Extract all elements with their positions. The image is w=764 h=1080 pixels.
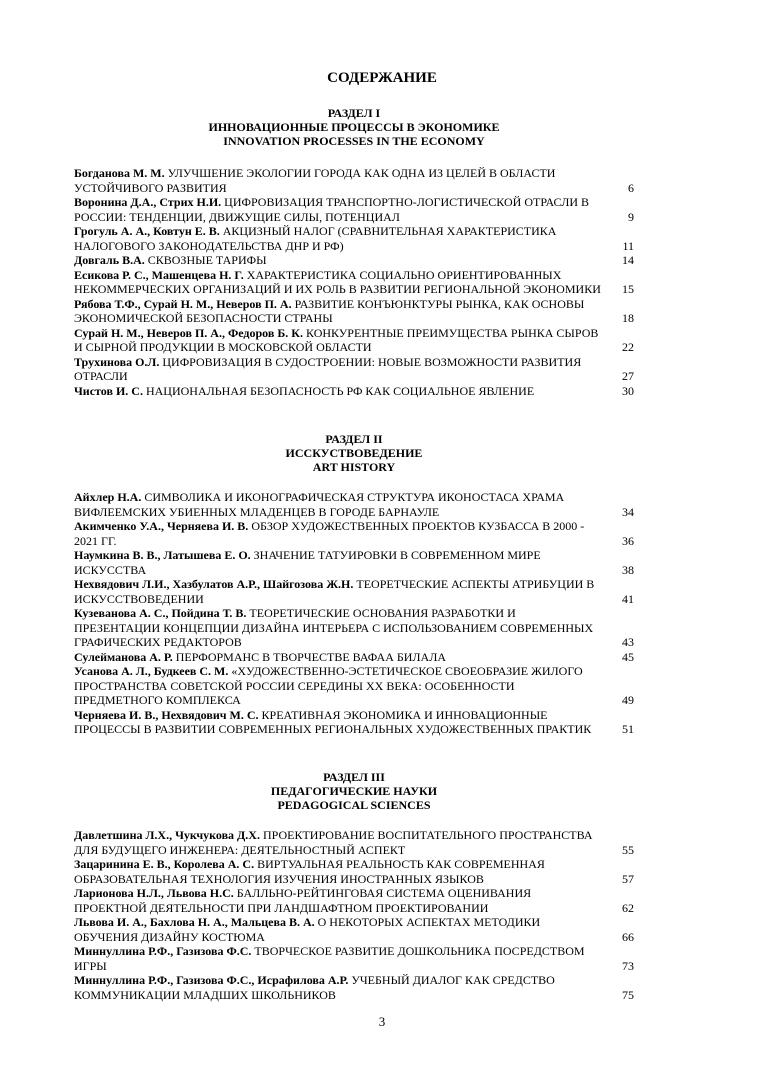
- toc-entry-text: [74, 166, 602, 195]
- section-name-ru: ПЕДАГОГИЧЕСКИЕ НАУКИ: [270, 784, 438, 798]
- toc-entry-authors: Сулейманова А. Р.: [74, 649, 173, 664]
- toc-entry[interactable]: [74, 973, 634, 1002]
- section-name-ru: ИССКУСТВОВЕДЕНИЕ: [285, 446, 423, 460]
- toc-entry-title: ПРОЕКТИРОВАНИЕ ВОСПИТАТЕЛЬНОГО ПРОСТРАНСТВА ДЛЯ БУДУЩЕГО ИНЖЕНЕРА: ДЕЯТЕЛЬНОСТНЫЙ АСПЕКТ: [74, 828, 593, 857]
- toc-entry-text: [74, 828, 602, 857]
- toc-entry-text: [74, 606, 602, 650]
- toc-entry-text: [74, 355, 602, 384]
- section-label: РАЗДЕЛ III: [323, 770, 385, 784]
- toc-entry-title: КОНКУРЕНТНЫЕ ПРЕИМУЩЕСТВА РЫНКА СЫРОВ И СЫРНОЙ ПРОДУКЦИИ В МОСКОВСКОЙ ОБЛАСТИ: [74, 325, 599, 354]
- toc-entry[interactable]: [74, 548, 634, 577]
- toc-entry-authors: Ларионова Н.Л., Львова Н.С.: [74, 886, 234, 900]
- toc-entry-title: ОБЗОР ХУДОЖЕСТВЕННЫХ ПРОЕКТОВ КУЗБАССА В 2000 - 2021 ГГ.: [74, 519, 585, 548]
- toc-entry-text: [74, 519, 602, 548]
- toc-entry-authors: Нехвядович Л.И., Хазбулатов А.Р., Шайгозова Ж.Н.: [74, 577, 354, 591]
- page-number: 3: [378, 1014, 386, 1029]
- toc-entry-authors: Есикова Р. С., Машенцева Н. Г.: [74, 267, 244, 282]
- toc-entry-title: О НЕКОТОРЫХ АСПЕКТАХ МЕТОДИКИ ОБУЧЕНИЯ ДИЗАЙНУ КОСТЮМА: [74, 915, 541, 944]
- toc-entry-authors: Кузеванова А. С., Пойдина Т. В.: [74, 606, 247, 620]
- toc-entry-text: [74, 195, 602, 224]
- toc-entry-page: 66: [622, 929, 634, 944]
- toc-entry-authors: Миннуллина Р.Ф., Газизова Ф.С.: [74, 944, 252, 958]
- toc-entry-text: [74, 944, 602, 973]
- toc-entry-text: [74, 650, 602, 665]
- toc-entry-page: 11: [622, 238, 634, 253]
- toc-entry-text: [74, 253, 602, 268]
- toc-entry-page: 6: [628, 180, 634, 195]
- toc-entry-authors: Акимченко У.А., Черняева И. В.: [74, 519, 249, 533]
- toc-entry-authors: Зацаринина Е. В., Королева А. С.: [74, 857, 255, 871]
- toc-entry-title: ТВОРЧЕСКОЕ РАЗВИТИЕ ДОШКОЛЬНИКА ПОСРЕДСТВОМ ИГРЫ: [74, 944, 585, 973]
- section-entries: [74, 490, 634, 737]
- toc-entry-page: 43: [622, 635, 634, 649]
- toc-entry-text: [74, 224, 602, 253]
- toc-entry-title: БАЛЛЬНО-РЕЙТИНГОВАЯ СИСТЕМА ОЦЕНИВАНИЯ ПРОЕКТНОЙ ДЕЯТЕЛЬНОСТИ ПРИ ЛАНДШАФТНОМ ПРОЕКТИРОВАНИИ: [74, 886, 532, 915]
- toc-entry-authors: Наумкина В. В., Латышева Е. О.: [74, 548, 251, 562]
- toc-entry-title: УЧЕБНЫЙ ДИАЛОГ КАК СРЕДСТВО КОММУНИКАЦИИ МЛАДШИХ ШКОЛЬНИКОВ: [74, 973, 555, 1002]
- toc-entry-title: ТЕОРЕТЧЕСКИЕ АСПЕКТЫ АТРИБУЦИИ В ИСКУССТВОВЕДЕНИИ: [74, 577, 595, 606]
- toc-entry[interactable]: [74, 664, 634, 708]
- toc-entry-text: [74, 268, 602, 297]
- toc-entry-page: 22: [622, 340, 634, 354]
- toc-entry[interactable]: [74, 886, 634, 915]
- toc-entry-page: 41: [622, 591, 634, 606]
- section-name-ru: ИННОВАЦИОННЫЕ ПРОЦЕССЫ В ЭКОНОМИКЕ: [208, 120, 500, 134]
- section-name-en: PEDAGOGICAL SCIENCES: [277, 798, 431, 812]
- toc-entry-text: [74, 490, 602, 519]
- toc-entry-page: 73: [622, 958, 634, 973]
- toc-entry-authors: Воронина Д.А., Стрих Н.И.: [74, 195, 222, 209]
- toc-entry[interactable]: [74, 577, 634, 606]
- toc-entry-page: 34: [622, 504, 634, 519]
- toc-entry[interactable]: [74, 253, 634, 268]
- toc-entry-text: [74, 384, 602, 399]
- toc-entry-text: [74, 973, 602, 1002]
- toc-entry-authors: Усанова А. Л., Будкеев С. М.: [74, 664, 229, 678]
- section-heading: [74, 770, 634, 812]
- toc-entry[interactable]: [74, 384, 634, 399]
- toc-entry-title: ХАРАКТЕРИСТИКА СОЦИАЛЬНО ОРИЕНТИРОВАННЫХ НЕКОММЕРЧЕСКИХ ОРГАНИЗАЦИЙ И ИХ РОЛЬ В РАЗВИТИИ РЕГИОНАЛЬНОЙ ЭКОНОМИКИ: [74, 267, 601, 296]
- toc-entry-title: ПЕРФОРМАНС В ТВОРЧЕСТВЕ ВАФАА БИЛАЛА: [175, 649, 447, 664]
- toc-entry-title: СИМВОЛИКА И ИКОНОГРАФИЧЕСКАЯ СТРУКТУРА ИКОНОСТАСА ХРАМА ВИФЛЕЕМСКИХ УБИЕННЫХ МЛАДЕНЦЕВ В ГОРОДЕ БАРНАУЛЕ: [74, 490, 565, 519]
- toc-entry-title: УЛУЧШЕНИЕ ЭКОЛОГИИ ГОРОДА КАК ОДНА ИЗ ЦЕЛЕЙ В ОБЛАСТИ УСТОЙЧИВОГО РАЗВИТИЯ: [74, 166, 556, 195]
- toc-entry-page: 51: [622, 722, 634, 736]
- toc-entry-authors: Чистов И. С.: [74, 383, 143, 398]
- section-label: РАЗДЕЛ I: [327, 106, 381, 120]
- toc-entry[interactable]: [74, 195, 634, 224]
- toc-entry-title: РАЗВИТИЕ КОНЪЮНКТУРЫ РЫНКА, КАК ОСНОВЫ ЭКОНОМИЧЕСКОЙ БЕЗОПАСНОСТИ СТРАНЫ: [74, 296, 585, 325]
- toc-entry[interactable]: [74, 490, 634, 519]
- toc-entry-title: ТЕОРЕТИЧЕСКИЕ ОСНОВАНИЯ РАЗРАБОТКИ И ПРЕЗЕНТАЦИИ КОНЦЕПЦИИ ДИЗАЙНА ИНТЕРЬЕРА С ИСПОЛЬЗОВАНИЕМ СОВРЕМЕННЫХ ГРАФИЧЕСКИХ РЕДАКТОРОВ: [74, 606, 594, 649]
- toc-entry-text: [74, 857, 602, 886]
- toc-entry-page: 18: [622, 311, 634, 325]
- toc-entry[interactable]: [74, 606, 634, 650]
- toc-entry-page: 49: [622, 693, 634, 707]
- toc-entry[interactable]: [74, 915, 634, 944]
- toc-entry[interactable]: [74, 326, 634, 355]
- toc-entry-page: 14: [622, 253, 634, 267]
- toc-entry-title: ЦИФРОВИЗАЦИЯ В СУДОСТРОЕНИИ: НОВЫЕ ВОЗМОЖНОСТИ РАЗВИТИЯ ОТРАСЛИ: [74, 354, 582, 383]
- toc-entry-page: 57: [622, 871, 634, 886]
- toc-entry[interactable]: [74, 355, 634, 384]
- toc-entry-title: СКВОЗНЫЕ ТАРИФЫ: [147, 253, 267, 267]
- toc-entry-title: ВИРТУАЛЬНАЯ РЕАЛЬНОСТЬ КАК СОВРЕМЕННАЯ ОБРАЗОВАТЕЛЬНАЯ ТЕХНОЛОГИЯ ИЗУЧЕНИЯ ИНОСТРАННЫХ ЯЗЫКОВ: [74, 857, 545, 886]
- toc-entry[interactable]: [74, 224, 634, 253]
- toc-entry-text: [74, 708, 602, 737]
- toc-entry-authors: Черняева И. В., Нехвядович М. С.: [74, 707, 259, 722]
- toc-entry-authors: Грогуль А. А., Ковтун Е. В.: [74, 224, 220, 238]
- section-1: [74, 106, 634, 398]
- toc-entry-page: 15: [622, 282, 634, 296]
- section-name-en: INNOVATION PROCESSES IN THE ECONOMY: [223, 134, 485, 148]
- toc-entry[interactable]: [74, 519, 634, 548]
- toc-entry-title: «ХУДОЖЕСТВЕННО-ЭСТЕТИЧЕСКОЕ СВОЕОБРАЗИЕ ЖИЛОГО ПРОСТРАНСТВА СОВЕТСКОЙ РОССИИ СЕРЕДИНЫ ХХ ВЕКА: ОСОБЕННОСТИ ПРЕДМЕТНОГО КОМПЛЕКСА: [74, 664, 583, 707]
- toc-entry-authors: Львова И. А., Бахлова Н. А., Мальцева В. А.: [74, 915, 315, 929]
- toc-entry-text: [74, 326, 602, 355]
- toc-entry[interactable]: [74, 166, 634, 195]
- section-2: [74, 432, 634, 736]
- toc-entry-title: КРЕАТИВНАЯ ЭКОНОМИКА И ИННОВАЦИОННЫЕ ПРОЦЕССЫ В РАЗВИТИИ СОВРЕМЕННЫХ РЕГИОНАЛЬНЫХ ХУДОЖЕСТВЕННЫХ ПРАКТИК: [74, 707, 592, 736]
- toc-entry-title: НАЦИОНАЛЬНАЯ БЕЗОПАСНОСТЬ РФ КАК СОЦИАЛЬНОЕ ЯВЛЕНИЕ: [145, 383, 535, 398]
- toc-entry[interactable]: [74, 857, 634, 886]
- toc-entry-page: 36: [622, 533, 634, 548]
- page-title: СОДЕРЖАНИЕ: [327, 70, 437, 86]
- toc-entry-text: [74, 548, 602, 577]
- section-3: [74, 770, 634, 1002]
- toc-entry-title: АКЦИЗНЫЙ НАЛОГ (СРАВНИТЕЛЬНАЯ ХАРАКТЕРИСТИКА НАЛОГОВОГО ЗАКОНОДАТЕЛЬСТВА ДНР И РФ): [74, 224, 557, 253]
- toc-entry[interactable]: [74, 828, 634, 857]
- toc-entry-title: ЦИФРОВИЗАЦИЯ ТРАНСПОРТНО-ЛОГИСТИЧЕСКОЙ ОТРАСЛИ В РОССИИ: ТЕНДЕНЦИИ, ДВИЖУЩИЕ СИЛЫ, ПОТЕНЦИАЛ: [74, 195, 590, 224]
- toc-entry-page: 30: [622, 383, 634, 398]
- section-entries: [74, 166, 634, 398]
- toc-entry-page: 62: [622, 900, 634, 915]
- toc-entry-text: [74, 886, 602, 915]
- section-label: РАЗДЕЛ II: [325, 432, 383, 446]
- toc-entry-text: [74, 915, 602, 944]
- toc-entry-page: 9: [628, 209, 634, 224]
- toc-entry-page: 75: [622, 987, 634, 1002]
- toc-entry-text: [74, 297, 602, 326]
- toc-entry-authors: Айхлер Н.А.: [74, 490, 142, 504]
- toc-entry-page: 45: [622, 649, 634, 664]
- toc-entry-authors: Миннуллина Р.Ф., Газизова Ф.С., Исрафилова А.Р.: [74, 973, 349, 987]
- toc-entry-page: 38: [622, 562, 634, 577]
- toc-entry-authors: Сурай Н. М., Неверов П. А., Федоров Б. К.: [74, 325, 303, 340]
- toc-entry-authors: Давлетшина Л.Х., Чукчукова Д.Х.: [74, 828, 260, 842]
- section-heading: [74, 106, 634, 148]
- section-name-en: ART HISTORY: [312, 460, 396, 474]
- toc-entry-authors: Довгаль В.А.: [74, 253, 145, 267]
- toc-entry[interactable]: [74, 944, 634, 973]
- toc-entry[interactable]: [74, 297, 634, 326]
- toc-entry-page: 55: [622, 842, 634, 857]
- toc-entry[interactable]: [74, 650, 634, 665]
- toc-entry[interactable]: [74, 268, 634, 297]
- toc-entry-title: ЗНАЧЕНИЕ ТАТУИРОВКИ В СОВРЕМЕННОМ МИРЕ ИСКУССТВА: [74, 548, 541, 577]
- section-entries: [74, 828, 634, 1002]
- toc-entry-authors: Трухинова О.Л.: [74, 354, 160, 369]
- section-heading: [74, 432, 634, 474]
- toc-entry-page: 27: [622, 369, 634, 383]
- toc-entry-authors: Рябова Т.Ф., Сурай Н. М., Неверов П. А.: [74, 296, 292, 311]
- toc-entry-text: [74, 577, 602, 606]
- toc-entry-text: [74, 664, 602, 708]
- toc-entry[interactable]: [74, 708, 634, 737]
- toc-entry-authors: Богданова М. М.: [74, 166, 165, 180]
